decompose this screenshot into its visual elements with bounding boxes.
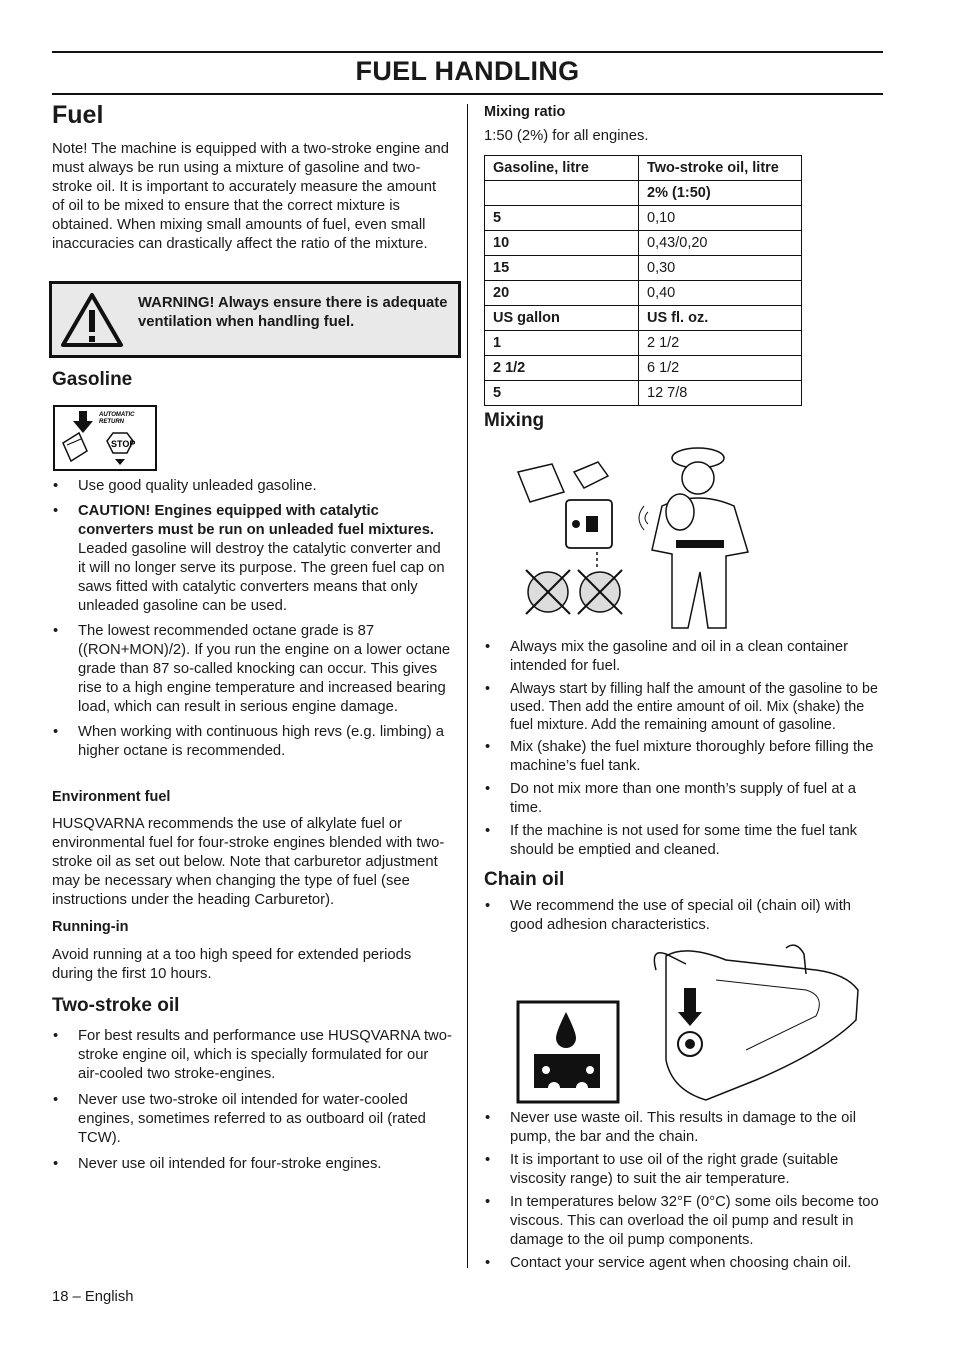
- page-footer: 18 – English: [52, 1289, 134, 1305]
- table-cell: 5: [485, 381, 639, 406]
- list-item: • Never use oil intended for four-stroke engines.: [52, 1155, 452, 1174]
- list-item: • Always start by filling half the amount of the gasoline to be used. Then add the entire amount of oil. Mix (shake) the fuel mixture. Add the remaining amount of gasoline.: [484, 680, 886, 734]
- stop-label: STOP: [111, 439, 136, 449]
- chain-oil-illustration: [516, 940, 864, 1104]
- table-cell: 2 1/2: [485, 356, 639, 381]
- list-item: • We recommend the use of special oil (chain oil) with good adhesion characteristics.: [484, 897, 886, 935]
- column-divider: [467, 104, 468, 1268]
- table-row: [485, 206, 802, 231]
- mixing-ratio-heading: Mixing ratio: [484, 104, 566, 120]
- table-cell: 2% (1:50): [639, 181, 802, 206]
- mixing-ratio-table: [484, 155, 802, 406]
- list-item: • When working with continuous high revs (e.g. limbing) a higher octane is recommended.: [52, 723, 452, 761]
- chain-oil-list: [484, 1109, 886, 1273]
- list-item: • For best results and performance use HUSQVARNA two-stroke engine oil, which is specially formulated for our air-cooled two stroke-engines.: [52, 1027, 452, 1084]
- list-item: • Contact your service agent when choosing chain oil.: [484, 1254, 886, 1273]
- table-row: [485, 256, 802, 281]
- fuel-note: Note! The machine is equipped with a two-stroke engine and must always be run using a mixture of gasoline and two-stroke oil. It is important to accurately measure the amount of oil to be mixed to ensure that the correct mixture is obtained. When mixing small amounts of fuel, even small inaccuracies can drastically affect the ratio of the mixture.: [52, 141, 450, 252]
- table-cell: 10: [485, 231, 639, 256]
- table-row: [485, 281, 802, 306]
- table-row: [485, 331, 802, 356]
- mixing-heading: Mixing: [484, 410, 545, 431]
- list-item: • In temperatures below 32°F (0°C) some oils become too viscous. This can overload the oil pump and result in damage to the oil pump components.: [484, 1193, 886, 1250]
- list-item: • CAUTION! Engines equipped with catalytic converters must be run on unleaded fuel mixtures. Leaded gasoline will destroy the catalytic converter and it will no longer serve its purpose. The green fuel cap on saws fitted with catalytic converters means that only unleaded gasoline can be used.: [52, 502, 452, 616]
- environment-fuel-text: HUSQVARNA recommends the use of alkylate fuel or environmental fuel for four-stroke engines blended with two-stroke oil as set out below. Note that carburetor adjustment may be necessary when changing the type of fuel (see instructions under the heading Carburetor).: [52, 816, 445, 908]
- table-cell: 20: [485, 281, 639, 306]
- running-in-text: Avoid running at a too high speed for extended periods during the first 10 hours.: [52, 947, 412, 982]
- table-cell: US gallon: [485, 306, 639, 331]
- running-in-heading: Running-in: [52, 919, 129, 935]
- table-cell: 1: [485, 331, 639, 356]
- two-stroke-oil-list: [52, 1027, 452, 1174]
- chain-oil-intro-list: [484, 897, 886, 935]
- table-cell: 12 7/8: [639, 381, 802, 406]
- table-row: [485, 156, 802, 181]
- list-item: • The lowest recommended octane grade is 87 ((RON+MON)/2). If you run the engine on a lower octane grade than 87 so-called knocking can occur. This gives rise to a high engine temperature and increased bearing load, which can result in serious engine damage.: [52, 622, 452, 717]
- two-stroke-oil-heading: Two-stroke oil: [52, 995, 180, 1016]
- table-cell: 0,10: [639, 206, 802, 231]
- chain-oil-heading: Chain oil: [484, 869, 565, 890]
- table-row: [485, 381, 802, 406]
- table-row: [485, 306, 802, 331]
- list-item: • Never use waste oil. This results in damage to the oil pump, the bar and the chain.: [484, 1109, 886, 1147]
- table-row: [485, 181, 802, 206]
- mixing-illustration: [512, 442, 762, 632]
- table-cell: Two-stroke oil, litre: [639, 156, 802, 181]
- table-cell: 0,30: [639, 256, 802, 281]
- list-item: • Never use two-stroke oil intended for water-cooled engines, sometimes referred to as outboard oil (rated TCW).: [52, 1091, 452, 1148]
- fuel-heading: Fuel: [52, 101, 104, 129]
- page-title: FUEL HANDLING: [355, 56, 580, 86]
- list-item: • If the machine is not used for some time the fuel tank should be emptied and cleaned.: [484, 822, 886, 860]
- table-row: [485, 356, 802, 381]
- mixing-list: [484, 638, 886, 860]
- warning-text: WARNING! Always ensure there is adequate ventilation when handling fuel.: [138, 295, 448, 330]
- gasoline-heading: Gasoline: [52, 369, 133, 390]
- table-cell: 0,40: [639, 281, 802, 306]
- mixing-ratio-text: 1:50 (2%) for all engines.: [484, 128, 649, 144]
- environment-fuel-heading: Environment fuel: [52, 789, 171, 805]
- list-item: • Always mix the gasoline and oil in a clean container intended for fuel.: [484, 638, 886, 676]
- warning-box: [49, 281, 461, 358]
- table-cell: 0,43/0,20: [639, 231, 802, 256]
- list-item: • Do not mix more than one month’s supply of fuel at a time.: [484, 780, 886, 818]
- table-row: [485, 231, 802, 256]
- list-item: • Mix (shake) the fuel mixture thoroughly before filling the machine’s fuel tank.: [484, 738, 886, 776]
- header-rule-bottom: [52, 93, 883, 95]
- fuel-cap-icon: [53, 405, 157, 471]
- automatic-return-label: AUTOMATIC: [99, 412, 135, 418]
- table-cell: 15: [485, 256, 639, 281]
- table-cell: 6 1/2: [639, 356, 802, 381]
- table-cell: US fl. oz.: [639, 306, 802, 331]
- warning-triangle-icon: [59, 290, 125, 350]
- table-cell: 5: [485, 206, 639, 231]
- list-item: • Use good quality unleaded gasoline.: [52, 477, 452, 496]
- header-rule-top: [52, 51, 883, 53]
- list-item: • It is important to use oil of the right grade (suitable viscosity range) to suit the air temperature.: [484, 1151, 886, 1189]
- fuel-drop-icon: [572, 520, 580, 528]
- gasoline-list: [52, 477, 452, 761]
- svg-text:RETURN: RETURN: [99, 419, 124, 425]
- table-cell: Gasoline, litre: [485, 156, 639, 181]
- table-cell: 2 1/2: [639, 331, 802, 356]
- table-cell: [485, 181, 639, 206]
